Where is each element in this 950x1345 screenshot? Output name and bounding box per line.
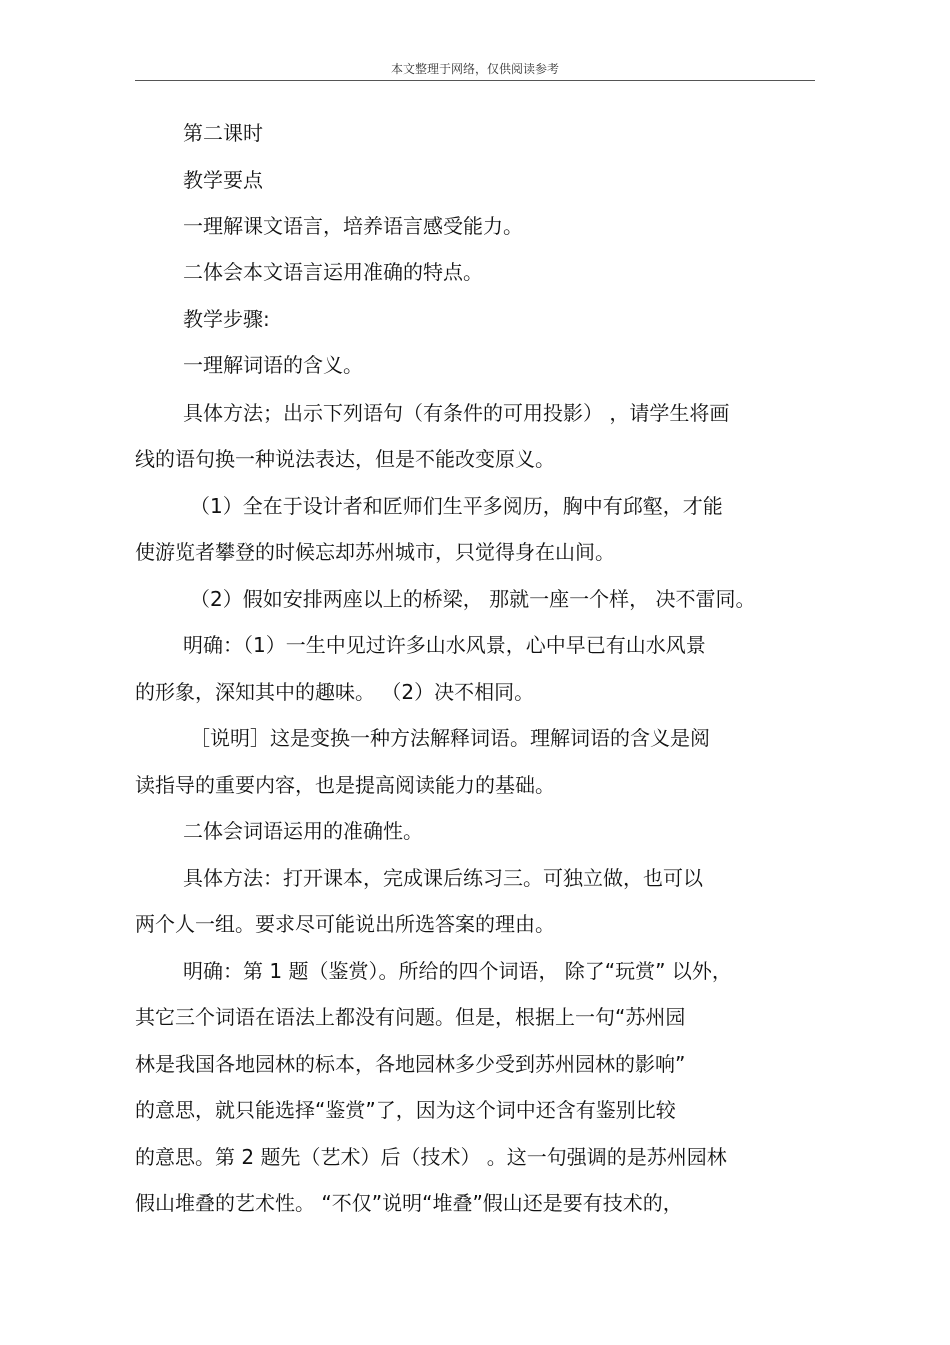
paragraph-line: （2）假如安排两座以上的桥梁， 那就一座一个样， 决不雷同。 xyxy=(190,587,756,611)
paragraph-line: （1）全在于设计者和匠师们生平多阅历，胸中有邱壑，才能 xyxy=(190,494,723,518)
paragraph-line: 具体方法；出示下列语句（有条件的可用投影） ，请学生将画 xyxy=(183,401,730,425)
paragraph-line: 读指导的重要内容，也是提高阅读能力的基础。 xyxy=(135,773,555,797)
paragraph-line: 的形象，深知其中的趣味。 （2）决不相同。 xyxy=(135,680,535,704)
section-title: 第二课时 xyxy=(183,121,263,145)
paragraph-line: 具体方法：打开课本，完成课后练习三。可独立做，也可以 xyxy=(183,866,703,890)
paragraph-line: ［说明］这是变换一种方法解释词语。理解词语的含义是阅 xyxy=(190,726,710,750)
page-header: 本文整理于网络，仅供阅读参考 xyxy=(390,62,559,76)
paragraph-line: 其它三个词语在语法上都没有问题。但是，根据上一句“苏州园 xyxy=(135,1005,686,1029)
paragraph-line: 两个人一组。要求尽可能说出所选答案的理由。 xyxy=(135,912,555,936)
paragraph-line: 线的语句换一种说法表达，但是不能改变原义。 xyxy=(135,447,555,471)
paragraph-line: 的意思。第 2 题先（艺术）后（技术） 。这一句强调的是苏州园林 xyxy=(135,1145,727,1169)
paragraph-line: 明确：（1）一生中见过许多山水风景，心中早已有山水风景 xyxy=(183,633,706,657)
paragraph-line: 使游览者攀登的时候忘却苏州城市，只觉得身在山间。 xyxy=(135,540,615,564)
paragraph-line: 假山堆叠的艺术性。 “不仅”说明“堆叠”假山还是要有技术的， xyxy=(135,1191,683,1215)
paragraph-line: 的意思，就只能选择“鉴赏”了，因为这个词中还含有鉴别比较 xyxy=(135,1098,676,1122)
teaching-point-2: 二体会本文语言运用准确的特点。 xyxy=(183,260,483,284)
step-2-title: 二体会词语运用的准确性。 xyxy=(183,819,423,843)
heading-teaching-points: 教学要点 xyxy=(183,168,263,192)
step-1-title: 一理解词语的含义。 xyxy=(183,353,363,377)
paragraph-line: 明确：第 1 题（鉴赏）。所给的四个词语， 除了“玩赏” 以外， xyxy=(183,959,732,983)
paragraph-line: 林是我国各地园林的标本，各地园林多少受到苏州园林的影响” xyxy=(135,1052,686,1076)
header-divider xyxy=(135,80,815,81)
teaching-point-1: 一理解课文语言，培养语言感受能力。 xyxy=(183,214,523,238)
heading-teaching-steps: 教学步骤: xyxy=(183,307,270,331)
